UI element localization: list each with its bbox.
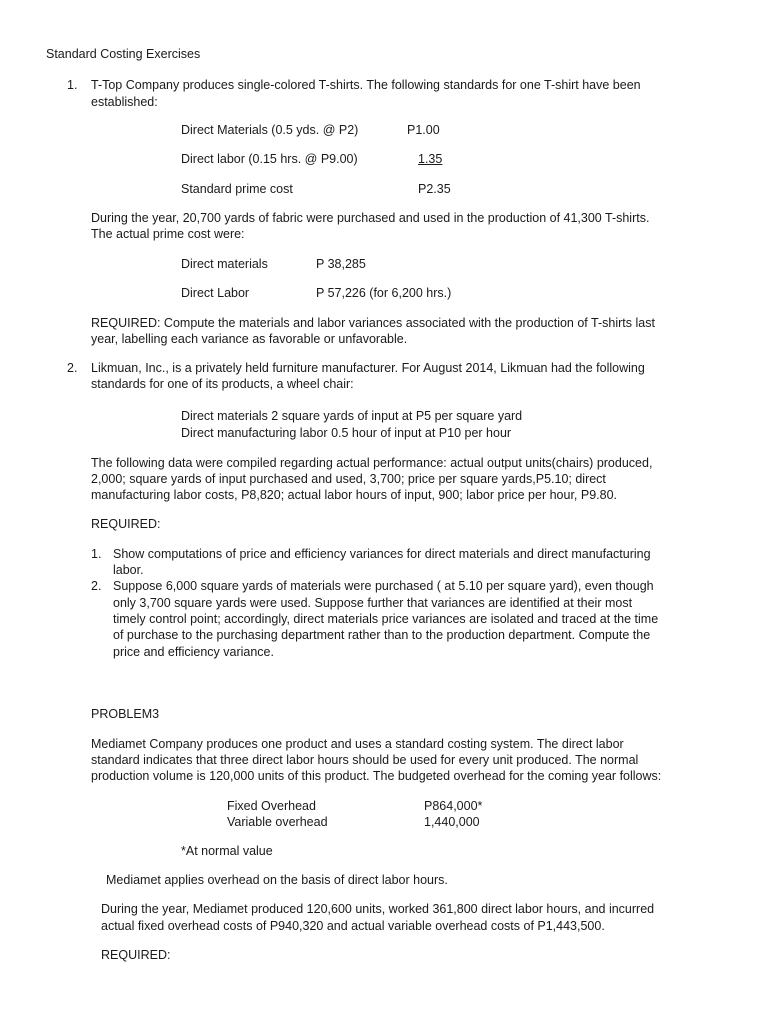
item-number: 2. [67, 361, 78, 375]
paragraph-line: During the year, 20,700 yards of fabric were purchased and used in the production of 41,300 T-shirts. [91, 211, 650, 225]
actual-value: P 57,226 (for 6,200 hrs.) [316, 286, 452, 300]
paragraph-line: manufacturing labor costs, P8,820; actual labor hours of input, 900; labor price per hour, P9.80. [91, 488, 618, 502]
standard-line: Direct materials 2 square yards of input at P5 per square yard [181, 409, 523, 423]
overhead-label: Variable overhead [227, 815, 328, 829]
paragraph-line: standard indicates that three direct labor hours should be used for every unit produced. The normal [91, 753, 639, 767]
standard-label: Standard prime cost [181, 182, 293, 196]
standard-value: 1.35 [418, 152, 443, 166]
paragraph-line: Mediamet Company produces one product and uses a standard costing system. The direct labor [91, 737, 624, 751]
paragraph-line: The following data were compiled regarding actual performance: actual output units(chairs) produced, [91, 456, 653, 470]
item-number: 1. [91, 547, 102, 561]
paragraph-line: Mediamet applies overhead on the basis of direct labor hours. [106, 873, 448, 887]
standard-value: P2.35 [418, 182, 451, 196]
standard-label: Direct labor (0.15 hrs. @ P9.00) [181, 152, 358, 166]
paragraph-line: During the year, Mediamet produced 120,600 units, worked 361,800 direct labor hours, and incurred [101, 902, 655, 916]
actual-label: Direct Labor [181, 286, 250, 300]
standard-line: Direct manufacturing labor 0.5 hour of input at P10 per hour [181, 426, 512, 440]
required-heading: REQUIRED: [101, 948, 171, 962]
item-number: 1. [67, 78, 78, 92]
paragraph-line: Likmuan, Inc., is a privately held furniture manufacturer. For August 2014, Likmuan had the following [91, 361, 645, 375]
paragraph-line: Show computations of price and efficiency variances for direct materials and direct manufacturing [113, 547, 651, 561]
required-heading: REQUIRED: [91, 517, 161, 531]
paragraph-line: timely control point; accordingly, direct materials price variances are isolated and traced at the time [113, 612, 659, 626]
paragraph-line: production volume is 120,000 units of this product. The budgeted overhead for the coming year follows: [91, 769, 662, 783]
footnote: *At normal value [181, 844, 273, 858]
overhead-value: 1,440,000 [424, 815, 480, 829]
paragraph-line: T-Top Company produces single-colored T-shirts. The following standards for one T-shirt have been [91, 78, 641, 92]
problem-heading: PROBLEM3 [91, 707, 160, 721]
paragraph-line: Suppose 6,000 square yards of materials were purchased ( at 5.10 per square yard), even though [113, 579, 654, 593]
paragraph-line: standards for one of its products, a wheel chair: [91, 377, 354, 391]
paragraph-line: only 3,700 square yards were used. Suppose further that variances are identified at their most [113, 596, 633, 610]
overhead-value: P864,000* [424, 799, 483, 813]
actual-label: Direct materials [181, 257, 268, 271]
paragraph-line: established: [91, 95, 158, 109]
standard-label: Direct Materials (0.5 yds. @ P2) [181, 123, 359, 137]
paragraph-line: REQUIRED: Compute the materials and labor variances associated with the production of T-shirts last [91, 316, 655, 330]
paragraph-line: price and efficiency variance. [113, 645, 274, 659]
paragraph-line: actual fixed overhead costs of P940,320 and actual variable overhead costs of P1,443,500. [101, 919, 605, 933]
paragraph-line: year, labelling each variance as favorable or unfavorable. [91, 332, 408, 346]
actual-value: P 38,285 [316, 257, 366, 271]
document-title: Standard Costing Exercises [46, 47, 201, 61]
standard-value: P1.00 [407, 123, 440, 137]
paragraph-line: of purchase to the purchasing department rather than to the production department. Compute the [113, 628, 651, 642]
overhead-label: Fixed Overhead [227, 799, 316, 813]
paragraph-line: labor. [113, 563, 144, 577]
item-number: 2. [91, 579, 102, 593]
paragraph-line: The actual prime cost were: [91, 227, 245, 241]
paragraph-line: 2,000; square yards of input purchased and used, 3,700; price per square yards,P5.10; direct [91, 472, 606, 486]
